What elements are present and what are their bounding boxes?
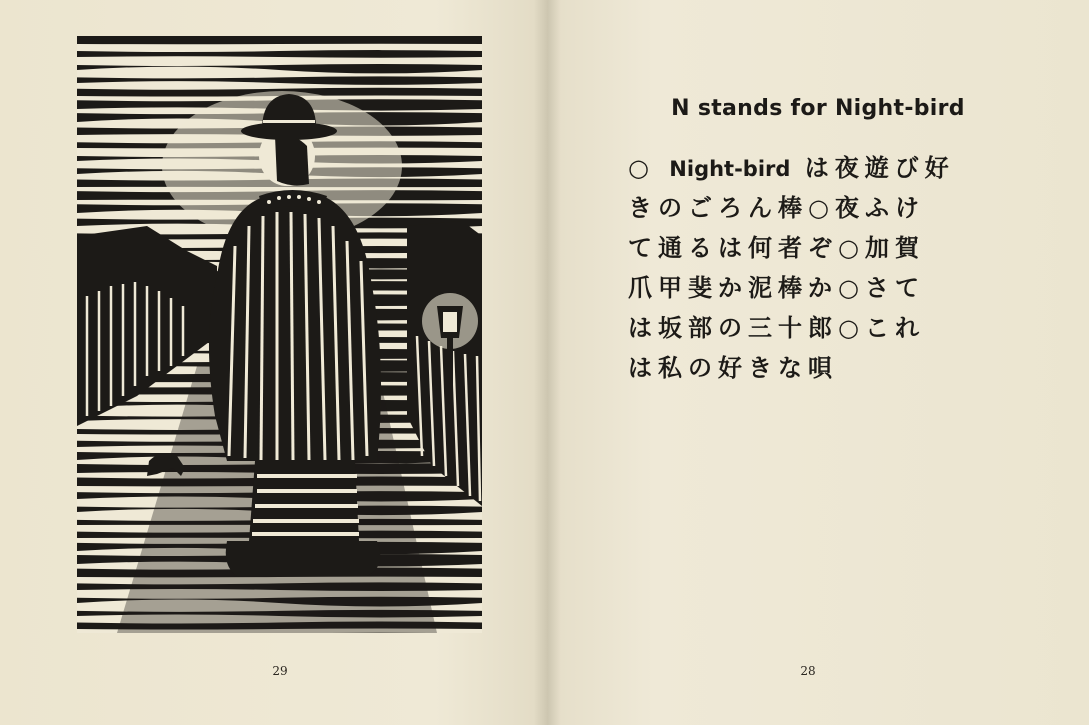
- poem-segment: は夜遊び好: [790, 154, 955, 182]
- poem-line: [628, 188, 1008, 228]
- poem-segment: は坂部の三十郎○これ: [628, 314, 925, 342]
- poem-segment: て通るは何者ぞ○加賀: [628, 234, 925, 262]
- poem-segment: きのごろん棒○夜ふけ: [628, 194, 925, 222]
- poem-line: [628, 268, 1008, 308]
- poem-segment: Night-bird: [669, 157, 791, 181]
- poem-line: [628, 308, 1008, 348]
- right-page: [548, 0, 1089, 725]
- poem-line: [628, 148, 1008, 188]
- poem-segment: ○: [628, 154, 670, 182]
- chapter-heading: N stands for Night-bird: [671, 96, 965, 121]
- page-number-right: 28: [800, 664, 816, 678]
- woodcut-illustration: [77, 36, 482, 633]
- poem-segment: は私の好きな唄: [628, 354, 838, 382]
- poem-line: [628, 348, 1008, 388]
- poem-segment: 爪甲斐か泥棒か○さて: [628, 274, 925, 302]
- poem-text: [628, 148, 1008, 388]
- page-number-left: 29: [272, 664, 288, 678]
- poem-line: [628, 228, 1008, 268]
